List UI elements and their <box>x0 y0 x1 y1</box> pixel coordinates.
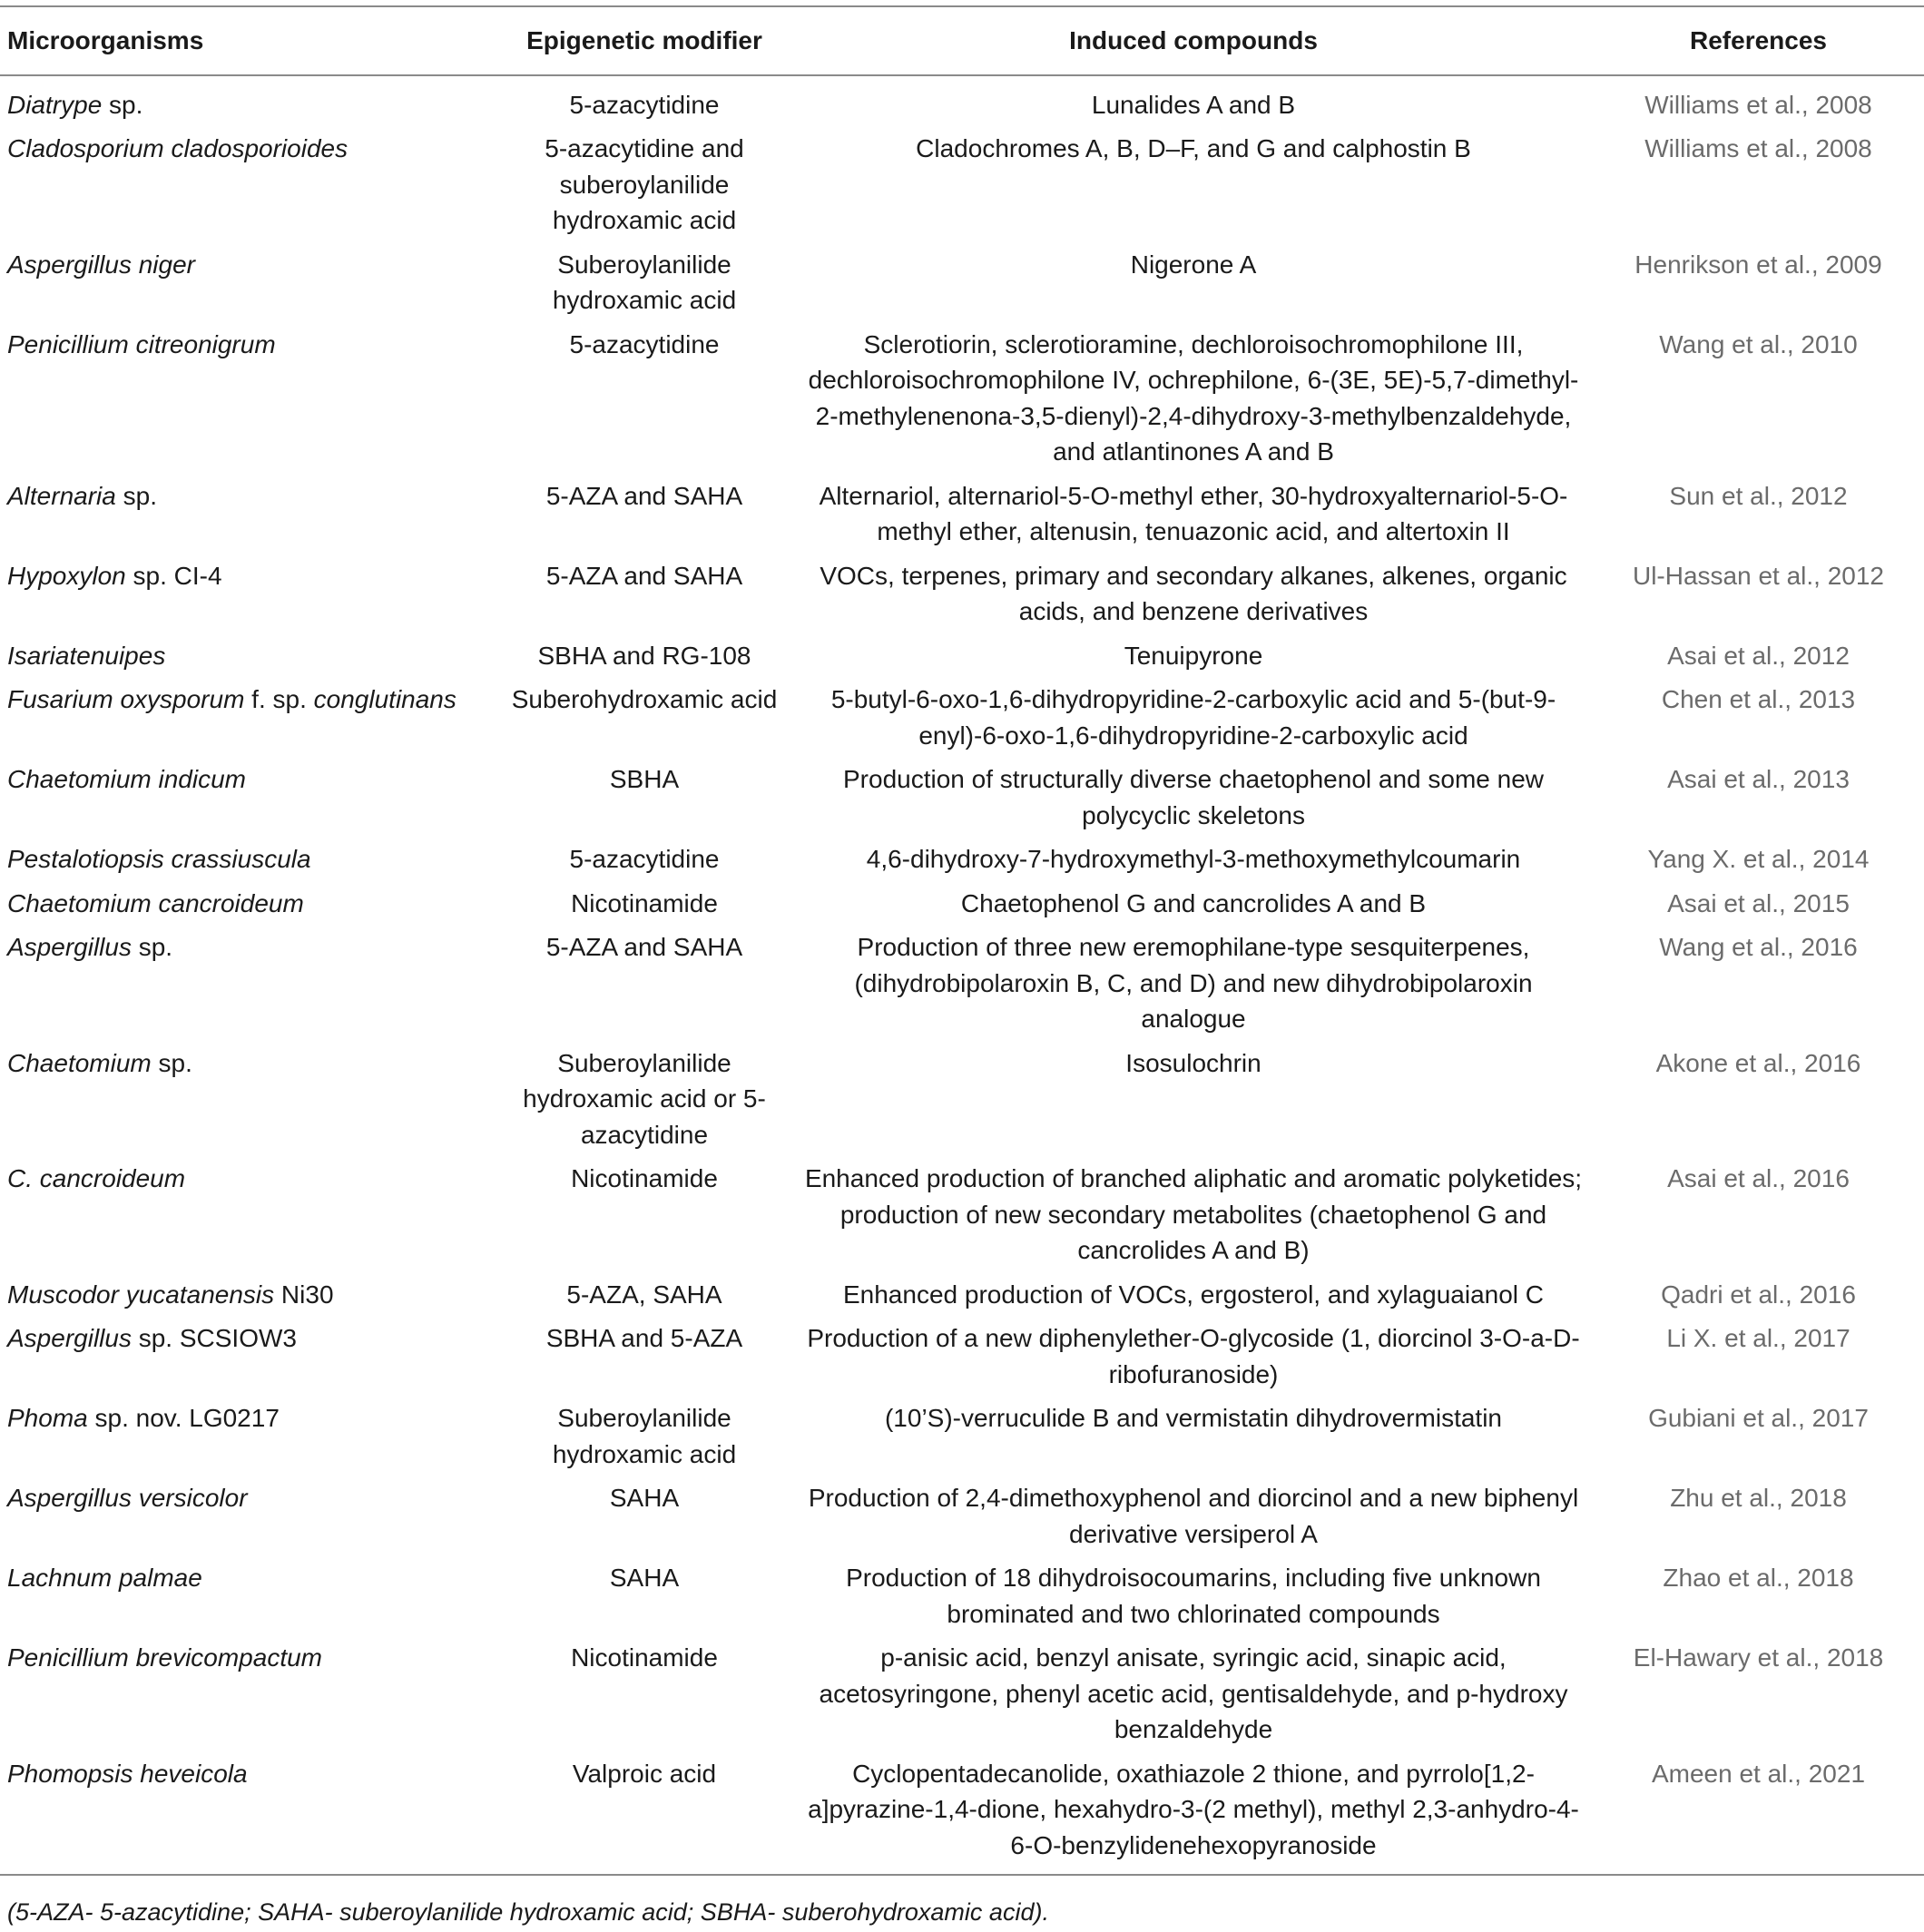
cell-microorganism <box>0 838 495 882</box>
cell-microorganism <box>0 1752 495 1876</box>
organism-genus: Phoma <box>7 1404 88 1432</box>
organism-suffix: sp. <box>102 90 143 119</box>
cell-compounds: Enhanced production of VOCs, ergosterol, and xylaguaianol C <box>842 1280 1545 1309</box>
table-row <box>0 634 1924 679</box>
organism-genus: Aspergillus <box>7 1324 132 1352</box>
cell-microorganism <box>0 323 495 475</box>
cell-microorganism <box>0 127 495 243</box>
cell-microorganism <box>0 1476 495 1556</box>
cell-reference[interactable]: Wang et al., 2010 <box>1659 329 1858 358</box>
cell-compounds: Production of a new diphenylether-O-glycoside (1, diorcinol 3-O-a-D-ribofuranoside) <box>807 1324 1580 1388</box>
table-body <box>0 75 1924 1876</box>
cell-microorganism <box>0 243 495 323</box>
header-epigenetic-modifier: Epigenetic modifier <box>495 6 794 75</box>
cell-microorganism <box>0 678 495 758</box>
cell-modifier: Nicotinamide <box>571 1164 718 1192</box>
organism-suffix: sp. CI-4 <box>125 561 222 590</box>
cell-compounds: Cyclopentadecanolide, oxathiazole 2 thione, and pyrrolo[1,2-a]pyrazine-1,4-dione, hexahydro-3-(2 methyl), methyl 2,3-anhydro-4-6-O-benzylidenehexopyranoside <box>794 1752 1593 1876</box>
organism-suffix: sp. <box>131 933 173 961</box>
cell-reference[interactable]: Henrikson et al., 2009 <box>1634 250 1882 279</box>
organism-genus: Penicillium brevicompactum <box>7 1643 323 1672</box>
cell-reference[interactable]: Asai et al., 2013 <box>1667 765 1850 793</box>
cell-microorganism <box>0 1636 495 1752</box>
table-row <box>0 838 1924 882</box>
organism-genus: Hypoxylon <box>7 561 126 590</box>
header-references: References <box>1593 6 1924 75</box>
cell-reference[interactable]: El-Hawary et al., 2018 <box>1633 1643 1884 1672</box>
cell-modifier: Suberoylanilide hydroxamic acid <box>552 250 737 314</box>
cell-modifier: 5-AZA, SAHA <box>566 1280 722 1309</box>
table-footnote: (5-AZA- 5-azacytidine; SAHA- suberoylanilide hydroxamic acid; SBHA- suberohydroxamic acid). <box>7 1898 1049 1926</box>
cell-compounds: Production of three new eremophilane-type sesquiterpenes, (dihydrobipolaroxin B, C, and D) and new dihydrobipolaroxin analogue <box>854 933 1533 1033</box>
cell-reference[interactable]: Yang X. et al., 2014 <box>1647 845 1870 873</box>
cell-compounds: 5-butyl-6-oxo-1,6-dihydropyridine-2-carboxylic acid and 5-(but-9-enyl)-6-oxo-1,6-dihydropyridine-2-carboxylic acid <box>830 685 1556 750</box>
organism-suffix: sp. nov. LG0217 <box>87 1404 280 1432</box>
table-row <box>0 882 1924 927</box>
organism-genus: Isariatenuipes <box>7 641 166 670</box>
organism-genus: Diatrype <box>7 90 103 119</box>
cell-modifier: Suberoylanilide hydroxamic acid <box>552 1404 737 1468</box>
cell-reference[interactable]: Zhao et al., 2018 <box>1663 1564 1854 1592</box>
cell-microorganism <box>0 75 495 128</box>
epigenetic-modifier-table <box>0 5 1924 1876</box>
cell-compounds: Cladochromes A, B, D–F, and G and calphostin B <box>916 134 1471 162</box>
cell-compounds: Alternariol, alternariol-5-O-methyl ether, 30-hydroxyalternariol-5-O-methyl ether, altenusin, tenuazonic acid, and altertoxin II <box>819 481 1568 545</box>
cell-compounds: Tenuipyrone <box>1124 641 1263 670</box>
cell-compounds: Production of structurally diverse chaetophenol and some new polycyclic skeletons <box>843 765 1544 829</box>
cell-microorganism <box>0 926 495 1042</box>
table-row <box>0 678 1924 758</box>
cell-reference[interactable]: Gubiani et al., 2017 <box>1648 1404 1869 1432</box>
cell-modifier: Nicotinamide <box>571 1643 718 1672</box>
cell-microorganism <box>0 1273 495 1318</box>
organism-genus: Alternaria <box>7 481 116 510</box>
cell-microorganism <box>0 475 495 554</box>
cell-reference[interactable]: Chen et al., 2013 <box>1661 685 1856 713</box>
table-row <box>0 1476 1924 1556</box>
cell-reference[interactable]: Li X. et al., 2017 <box>1666 1324 1850 1352</box>
table-header <box>0 6 1924 75</box>
organism-suffix: sp. <box>115 481 157 510</box>
organism-suffix: sp. <box>151 1048 192 1077</box>
cell-reference[interactable]: Williams et al., 2008 <box>1644 90 1872 119</box>
cell-modifier: 5-AZA and SAHA <box>545 481 743 510</box>
organism-genus: Chaetomium indicum <box>7 765 246 793</box>
cell-reference[interactable]: Sun et al., 2012 <box>1669 481 1848 510</box>
cell-modifier: SBHA and RG-108 <box>537 641 751 670</box>
cell-modifier: SBHA and 5-AZA <box>545 1324 743 1352</box>
cell-modifier: Nicotinamide <box>571 888 718 917</box>
organism-genus: Fusarium oxysporum <box>7 685 245 713</box>
cell-reference[interactable]: Akone et al., 2016 <box>1655 1048 1861 1077</box>
cell-modifier: 5-azacytidine and suberoylanilide hydroxamic acid <box>545 134 744 234</box>
cell-compounds: p-anisic acid, benzyl anisate, syringic acid, sinapic acid, acetosyringone, phenyl acetic acid, gentisaldehyde, and p-hydroxy benzaldehyde <box>819 1643 1568 1743</box>
cell-reference[interactable]: Asai et al., 2015 <box>1667 888 1850 917</box>
table-row <box>0 758 1924 838</box>
cell-modifier: SBHA <box>609 765 680 793</box>
organism-genus: Penicillium citreonigrum <box>7 329 276 358</box>
table-row <box>0 554 1924 634</box>
cell-reference[interactable]: Asai et al., 2012 <box>1667 641 1850 670</box>
table-row <box>0 1556 1924 1636</box>
cell-modifier: 5-AZA and SAHA <box>545 561 743 590</box>
cell-microorganism <box>0 1042 495 1158</box>
table-row <box>0 75 1924 128</box>
organism-suffix: Ni30 <box>274 1280 334 1309</box>
cell-microorganism <box>0 1556 495 1636</box>
header-induced-compounds: Induced compounds <box>794 6 1593 75</box>
cell-modifier: Valproic acid <box>495 1752 794 1876</box>
cell-microorganism <box>0 1397 495 1476</box>
table-row <box>0 1317 1924 1397</box>
cell-compounds: Nigerone A <box>1130 250 1257 279</box>
cell-compounds: Isosulochrin <box>1125 1048 1261 1077</box>
table-row <box>0 323 1924 475</box>
cell-modifier: SAHA <box>609 1564 680 1592</box>
cell-reference[interactable]: Wang et al., 2016 <box>1659 933 1858 961</box>
cell-reference[interactable]: Asai et al., 2016 <box>1667 1164 1850 1192</box>
organism-genus: Aspergillus <box>7 933 132 961</box>
table-row <box>0 1636 1924 1752</box>
cell-reference[interactable]: Williams et al., 2008 <box>1644 134 1872 162</box>
organism-genus: Phomopsis heveicola <box>7 1759 248 1788</box>
table-row <box>0 1157 1924 1273</box>
cell-modifier: Suberoylanilide hydroxamic acid or 5-azacytidine <box>523 1048 766 1149</box>
cell-microorganism <box>0 1157 495 1273</box>
cell-modifier: 5-azacytidine <box>569 329 720 358</box>
cell-modifier: 5-azacytidine <box>569 90 720 119</box>
table-row <box>0 243 1924 323</box>
cell-compounds: Sclerotiorin, sclerotioramine, dechloroisochromophilone III, dechloroisochromophilone IV, ochrephilone, 6-(3E, 5E)-5,7-dimethyl-2-methylenenona-3,5-dienyl)-2,4-dihydroxy-3-methylbenzaldehyde, and atlantinones A and B <box>808 329 1579 466</box>
organism-suffix: f. sp. <box>244 685 314 713</box>
header-row <box>0 6 1924 75</box>
cell-compounds: VOCs, terpenes, primary and secondary alkanes, alkenes, organic acids, and benzene derivatives <box>820 561 1567 625</box>
cell-reference[interactable]: Qadri et al., 2016 <box>1661 1280 1856 1309</box>
table-row <box>0 1397 1924 1476</box>
cell-microorganism <box>0 758 495 838</box>
cell-compounds: Lunalides A and B <box>1091 90 1296 119</box>
organism-genus: Chaetomium <box>7 1048 152 1077</box>
cell-microorganism <box>0 634 495 679</box>
cell-compounds: Enhanced production of branched aliphatic and aromatic polyketides; production of new secondary metabolites (chaetophenol G and cancrolides A and B) <box>804 1164 1583 1264</box>
table-row <box>0 1042 1924 1158</box>
cell-microorganism <box>0 554 495 634</box>
table-row <box>0 127 1924 243</box>
cell-reference[interactable]: Ul-Hassan et al., 2012 <box>1632 561 1885 590</box>
organism-variety: conglutinans <box>313 685 456 713</box>
cell-modifier: Suberohydroxamic acid <box>511 685 778 713</box>
table-row <box>0 926 1924 1042</box>
cell-microorganism <box>0 882 495 927</box>
cell-compounds: Production of 2,4-dimethoxyphenol and diorcinol and a new biphenyl derivative versiperol A <box>808 1484 1579 1548</box>
cell-compounds: Chaetophenol G and cancrolides A and B <box>960 888 1427 917</box>
organism-genus: Aspergillus niger <box>7 250 195 279</box>
table-row <box>0 475 1924 554</box>
organism-genus: Chaetomium cancroideum <box>7 888 304 917</box>
organism-genus: Aspergillus versicolor <box>7 1484 248 1512</box>
cell-reference[interactable]: Zhu et al., 2018 <box>1670 1484 1847 1512</box>
cell-compounds: Production of 18 dihydroisocoumarins, including five unknown brominated and two chlorinated compounds <box>846 1564 1541 1628</box>
organism-genus: Cladosporium cladosporioides <box>7 134 348 162</box>
cell-microorganism <box>0 1317 495 1397</box>
cell-modifier: 5-azacytidine <box>569 845 720 873</box>
organism-genus: Lachnum palmae <box>7 1564 202 1592</box>
table-row <box>0 1752 1924 1876</box>
cell-reference[interactable]: Ameen et al., 2021 <box>1593 1752 1924 1876</box>
organism-genus: Muscodor yucatanensis <box>7 1280 275 1309</box>
cell-modifier: 5-AZA and SAHA <box>545 933 743 961</box>
organism-suffix: sp. SCSIOW3 <box>131 1324 297 1352</box>
cell-compounds: (10’S)-verruculide B and vermistatin dihydrovermistatin <box>884 1404 1503 1432</box>
organism-genus: C. cancroideum <box>7 1164 186 1192</box>
organism-genus: Pestalotiopsis crassiuscula <box>7 845 311 873</box>
header-microorganisms: Microorganisms <box>0 6 495 75</box>
table-row <box>0 1273 1924 1318</box>
cell-modifier: SAHA <box>609 1484 680 1512</box>
cell-compounds: 4,6-dihydroxy-7-hydroxymethyl-3-methoxymethylcoumarin <box>866 845 1521 873</box>
